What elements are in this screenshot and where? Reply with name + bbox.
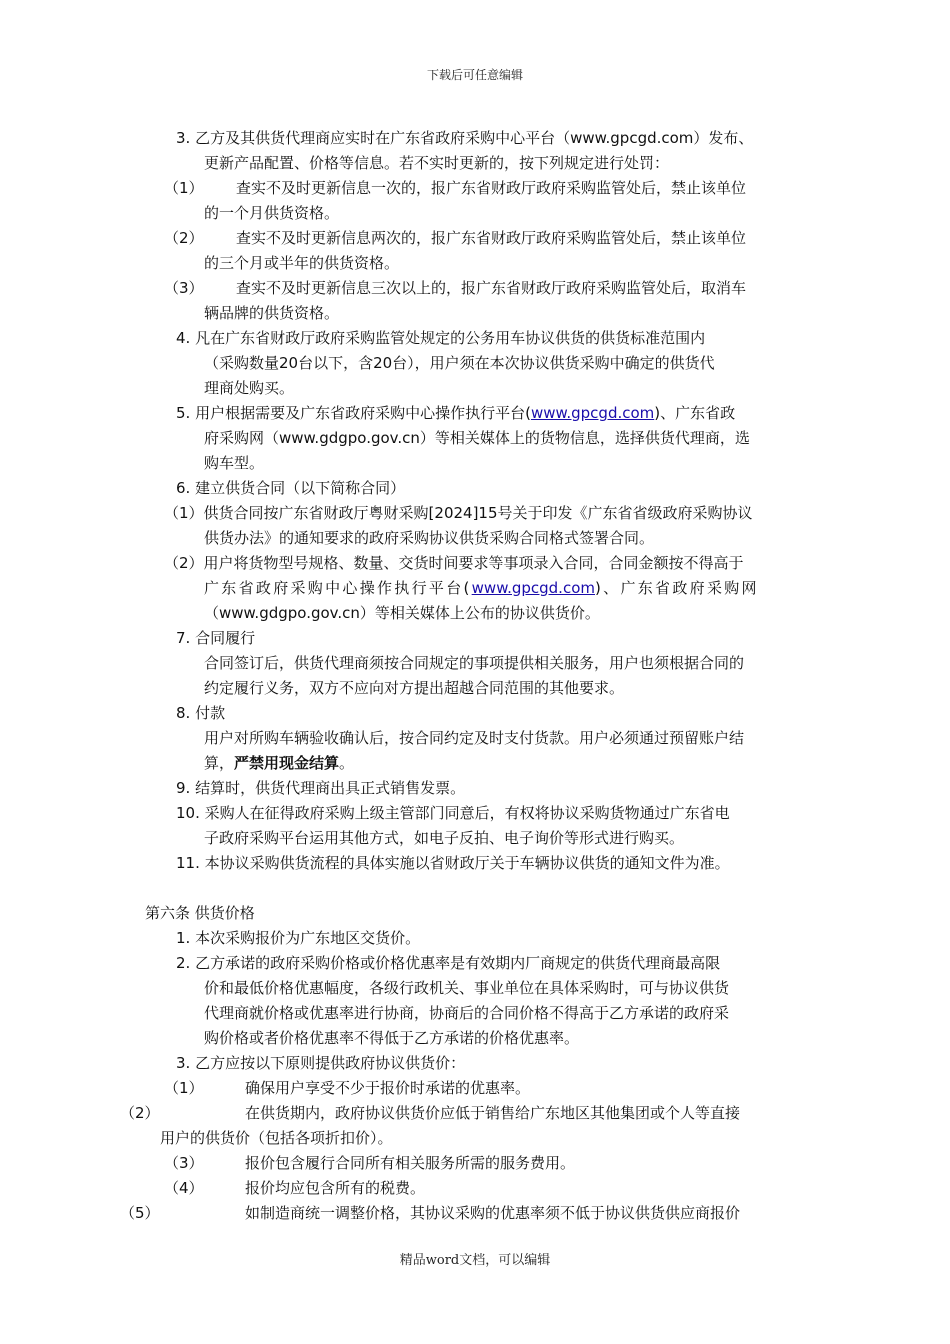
page-footer: 精品word文档，可以编辑 xyxy=(399,1253,551,1268)
para-line: 8. 付款 xyxy=(176,704,226,722)
page-header: 下载后可任意编辑 xyxy=(426,68,523,82)
text-segment: )、广东省政 xyxy=(654,404,736,422)
text-segment: 。 xyxy=(339,754,355,772)
para-line: 9. 结算时，供货代理商出具正式销售发票。 xyxy=(176,779,466,797)
para-line: 合同签订后，供货代理商须按合同规定的事项提供相关服务，用户也须根据合同的 xyxy=(204,654,745,672)
list-number: （2） xyxy=(120,1104,160,1122)
para-line: 确保用户享受不少于报价时承诺的优惠率。 xyxy=(245,1079,531,1097)
para-line: 用户对所购车辆验收确认后，按合同约定及时支付货款。用户必须通过预留账户结 xyxy=(204,729,745,747)
gpcgd-link[interactable]: www.gpcgd.com xyxy=(471,579,595,597)
para-line: 报价均应包含所有的税费。 xyxy=(245,1179,426,1197)
para-line xyxy=(176,403,735,423)
para-line: 查实不及时更新信息一次的，报广东省财政厅政府采购监管处后，禁止该单位 xyxy=(236,179,747,197)
para-line: （采购数量20台以下，含20台），用户须在本次协议供货采购中确定的供货代 xyxy=(204,354,715,372)
text-segment: 广东省政府采购中心操作执行平台( xyxy=(204,579,472,597)
para-line: 3. 乙方及其供货代理商应实时在广东省政府采购中心平台（www.gpcgd.com）发布、 xyxy=(176,129,754,147)
para-line: （www.gdgpo.gov.cn）等相关媒体上公布的协议供货价。 xyxy=(204,604,600,622)
para-line xyxy=(204,753,354,773)
para-line: 如制造商统一调整价格，其协议采购的优惠率须不低于协议供货供应商报价 xyxy=(245,1204,741,1222)
para-line: 理商处购买。 xyxy=(204,379,295,397)
para-line: 2. 乙方承诺的政府采购价格或价格优惠率是有效期内厂商规定的供货代理商最高限 xyxy=(176,954,721,972)
para-line: 1. 本次采购报价为广东地区交货价。 xyxy=(176,929,421,947)
gpcgd-link[interactable]: www.gpcgd.com xyxy=(530,404,655,422)
para-line: 用户的供货价（包括各项折扣价）。 xyxy=(160,1129,393,1147)
para-line: 11. 本协议采购供货流程的具体实施以省财政厅关于车辆协议供货的通知文件为准。 xyxy=(176,854,730,872)
para-line: （1）供货合同按广东省财政厅粤财采购[2024]15号关于印发《广东省省级政府采购协议 xyxy=(164,504,753,522)
para-line: 府采购网（www.gdgpo.gov.cn）等相关媒体上的货物信息，选择供货代理商，选 xyxy=(204,429,750,447)
para-line: 代理商就价格或优惠率进行协商，协商后的合同价格不得高于乙方承诺的政府采 xyxy=(204,1004,730,1022)
list-number: （4） xyxy=(164,1179,204,1197)
bold-warning: 严禁用现金结算 xyxy=(234,754,340,772)
para-line: 购价格或者价格优惠率不得低于乙方承诺的价格优惠率。 xyxy=(204,1029,580,1047)
para-line: 辆品牌的供货资格。 xyxy=(204,304,340,322)
para-line: 在供货期内，政府协议供货价应低于销售给广东地区其他集团或个人等直接 xyxy=(245,1104,741,1122)
para-line: 10. 采购人在征得政府采购上级主管部门同意后，有权将协议采购货物通过广东省电 xyxy=(176,804,730,822)
para-line: 查实不及时更新信息三次以上的，报广东省财政厅政府采购监管处后，取消车 xyxy=(236,279,747,297)
section-heading: 第六条 供货价格 xyxy=(145,904,255,922)
list-number: （2） xyxy=(164,229,204,247)
list-number: （1） xyxy=(164,1079,204,1097)
para-line: 子政府采购平台运用其他方式，如电子反拍、电子询价等形式进行购买。 xyxy=(204,829,685,847)
text-segment: 5. 用户根据需要及广东省政府采购中心操作执行平台( xyxy=(176,404,531,422)
text-segment: )、广东省政府采购网 xyxy=(595,579,759,597)
para-line: 的三个月或半年的供货资格。 xyxy=(204,254,400,272)
para-line: 更新产品配置、价格等信息。若不实时更新的，按下列规定进行处罚： xyxy=(204,154,670,172)
para-line: 3. 乙方应按以下原则提供政府协议供货价： xyxy=(176,1054,466,1072)
list-number: （3） xyxy=(164,279,204,297)
para-line: 的一个月供货资格。 xyxy=(204,204,340,222)
para-line: 约定履行义务，双方不应向对方提出超越合同范围的其他要求。 xyxy=(204,679,625,697)
list-number: （3） xyxy=(164,1154,204,1172)
list-number: （1） xyxy=(164,179,204,197)
para-line: 供货办法》的通知要求的政府采购协议供货采购合同格式签署合同。 xyxy=(204,529,655,547)
list-number: （5） xyxy=(120,1204,160,1222)
para-line: 7. 合同履行 xyxy=(176,629,256,647)
text-segment: 算， xyxy=(204,754,235,772)
para-line: 报价包含履行合同所有相关服务所需的服务费用。 xyxy=(245,1154,576,1172)
para-line: 查实不及时更新信息两次的，报广东省财政厅政府采购监管处后，禁止该单位 xyxy=(236,229,747,247)
para-line: 4. 凡在广东省财政厅政府采购监管处规定的公务用车协议供货的供货标准范围内 xyxy=(176,329,706,347)
para-line: （2）用户将货物型号规格、数量、交货时间要求等事项录入合同，合同金额按不得高于 xyxy=(164,554,744,572)
para-line: 价和最低价格优惠幅度，各级行政机关、事业单位在具体采购时，可与协议供货 xyxy=(204,979,730,997)
para-line: 购车型。 xyxy=(204,454,265,472)
para-line xyxy=(204,578,759,598)
para-line: 6. 建立供货合同（以下简称合同） xyxy=(176,479,406,497)
